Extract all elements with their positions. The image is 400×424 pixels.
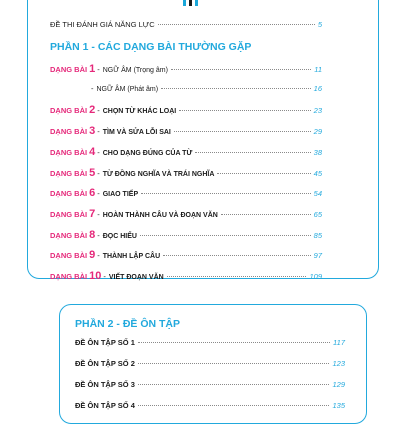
- entry-title: HOÀN THÀNH CÂU VÀ ĐOẠN VĂN: [102, 211, 218, 219]
- entry-title: ĐỀ ÔN TẬP SỐ 4: [75, 401, 135, 410]
- dot-leader: [158, 24, 315, 25]
- dot-leader: [138, 405, 330, 406]
- type-label: DẠNG BÀI: [50, 189, 88, 199]
- dot-leader: [141, 193, 311, 194]
- toc-entry-row[interactable]: [50, 63, 322, 75]
- dot-leader: [195, 152, 310, 153]
- separator: -: [97, 251, 100, 261]
- toc-entry-row[interactable]: [50, 125, 322, 137]
- entry-title: TÌM VÀ SỬA LỖI SAI: [102, 129, 171, 137]
- intro-label: ĐỀ THI ĐÁNH GIÁ NĂNG LỰC: [50, 20, 155, 29]
- toc-entry-row[interactable]: [50, 249, 322, 261]
- type-number: 5: [89, 166, 96, 179]
- type-number: 2: [89, 104, 96, 117]
- page-number: 65: [313, 209, 322, 219]
- type-number: 3: [89, 125, 96, 138]
- separator: -: [97, 230, 100, 240]
- part2-title: PHẦN 2 - ĐỀ ÔN TẬP: [75, 318, 181, 330]
- type-label: DẠNG BÀI: [50, 168, 88, 178]
- dot-leader: [174, 131, 311, 132]
- page-number: 23: [313, 106, 322, 116]
- page-number: 135: [332, 401, 345, 410]
- separator: -: [97, 106, 100, 116]
- entry-title: GIAO TIẾP: [102, 191, 139, 199]
- type-number: 1: [89, 63, 96, 75]
- page-number: 38: [313, 147, 322, 157]
- dot-leader: [217, 173, 310, 174]
- page-number: 85: [313, 230, 322, 240]
- type-label: DẠNG BÀI: [50, 65, 88, 74]
- dot-leader: [161, 88, 311, 89]
- type-number: 8: [89, 228, 96, 241]
- dot-leader: [179, 110, 310, 111]
- dot-leader: [138, 363, 330, 364]
- toc-intro-row[interactable]: [50, 20, 322, 29]
- separator: -: [97, 147, 100, 157]
- page-number: 45: [313, 168, 322, 178]
- toc-entry-row[interactable]: [50, 146, 322, 158]
- part1-title: PHẦN 1 - CÁC DẠNG BÀI THƯỜNG GẶP: [50, 41, 252, 53]
- entry-title: ĐỀ ÔN TẬP SỐ 1: [75, 338, 135, 347]
- type-number: 7: [89, 207, 96, 220]
- entry-title: ĐỀ ÔN TẬP SỐ 2: [75, 359, 135, 368]
- type-number: 6: [89, 187, 96, 200]
- type-label: DẠNG BÀI: [50, 230, 88, 240]
- page-number: 11: [314, 65, 322, 74]
- separator: -: [91, 83, 94, 93]
- type-label: DẠNG BÀI: [50, 272, 88, 281]
- page-number: 109: [309, 272, 322, 281]
- separator: -: [97, 189, 100, 199]
- toc-entry-row[interactable]: [50, 208, 322, 220]
- separator: -: [97, 65, 100, 74]
- entry-title: THÀNH LẬP CÂU: [102, 253, 161, 261]
- toc-entry-row[interactable]: [50, 187, 322, 199]
- separator: -: [97, 209, 100, 219]
- entry-title: CHO DẠNG ĐÚNG CỦA TỪ: [102, 149, 193, 157]
- review-entry-row[interactable]: [75, 401, 345, 410]
- type-label: DẠNG BÀI: [50, 106, 88, 116]
- dot-leader: [221, 214, 311, 215]
- type-number: 9: [89, 249, 96, 262]
- dot-leader: [163, 255, 311, 256]
- page-number: 16: [313, 83, 322, 93]
- entry-title: ĐỌC HIỂU: [102, 232, 137, 240]
- dot-leader: [138, 342, 330, 343]
- type-label: DẠNG BÀI: [50, 251, 88, 261]
- separator: -: [97, 168, 100, 178]
- type-label: DẠNG BÀI: [50, 147, 88, 157]
- type-label: DẠNG BÀI: [50, 127, 88, 137]
- entry-title: TỪ ĐỒNG NGHĨA VÀ TRÁI NGHĨA: [102, 170, 215, 178]
- dot-leader: [138, 384, 330, 385]
- review-entry-row[interactable]: [75, 338, 345, 347]
- entry-title: NGỮ ÂM (Trọng âm): [102, 67, 168, 74]
- page-number: 117: [333, 338, 345, 347]
- page-number: 54: [313, 189, 322, 199]
- entry-title: ĐỀ ÔN TẬP SỐ 3: [75, 380, 135, 389]
- page-number: 129: [332, 380, 345, 389]
- dot-leader: [167, 276, 307, 277]
- entry-title: CHỌN TỪ KHÁC LOẠI: [102, 108, 177, 116]
- page-number: 5: [317, 20, 322, 29]
- toc-entry-row[interactable]: [50, 270, 322, 282]
- dot-leader: [140, 235, 311, 236]
- separator: -: [103, 272, 106, 281]
- toc-entry-row[interactable]: [91, 84, 322, 93]
- dot-leader: [171, 69, 311, 70]
- page-number: 123: [332, 359, 345, 368]
- review-entry-row[interactable]: [75, 359, 345, 368]
- page-number: 97: [313, 251, 322, 261]
- type-number: 10: [89, 270, 102, 282]
- entry-title: NGỮ ÂM (Phát âm): [96, 85, 159, 93]
- type-label: DẠNG BÀI: [50, 209, 88, 219]
- entry-title: VIẾT ĐOẠN VĂN: [108, 274, 164, 281]
- review-entry-row[interactable]: [75, 380, 345, 389]
- separator: -: [97, 127, 100, 137]
- toc-entry-row[interactable]: [50, 104, 322, 116]
- page-number: 29: [313, 127, 322, 137]
- toc-entry-row[interactable]: [50, 229, 322, 241]
- type-number: 4: [89, 145, 96, 158]
- toc-entry-row[interactable]: [50, 167, 322, 179]
